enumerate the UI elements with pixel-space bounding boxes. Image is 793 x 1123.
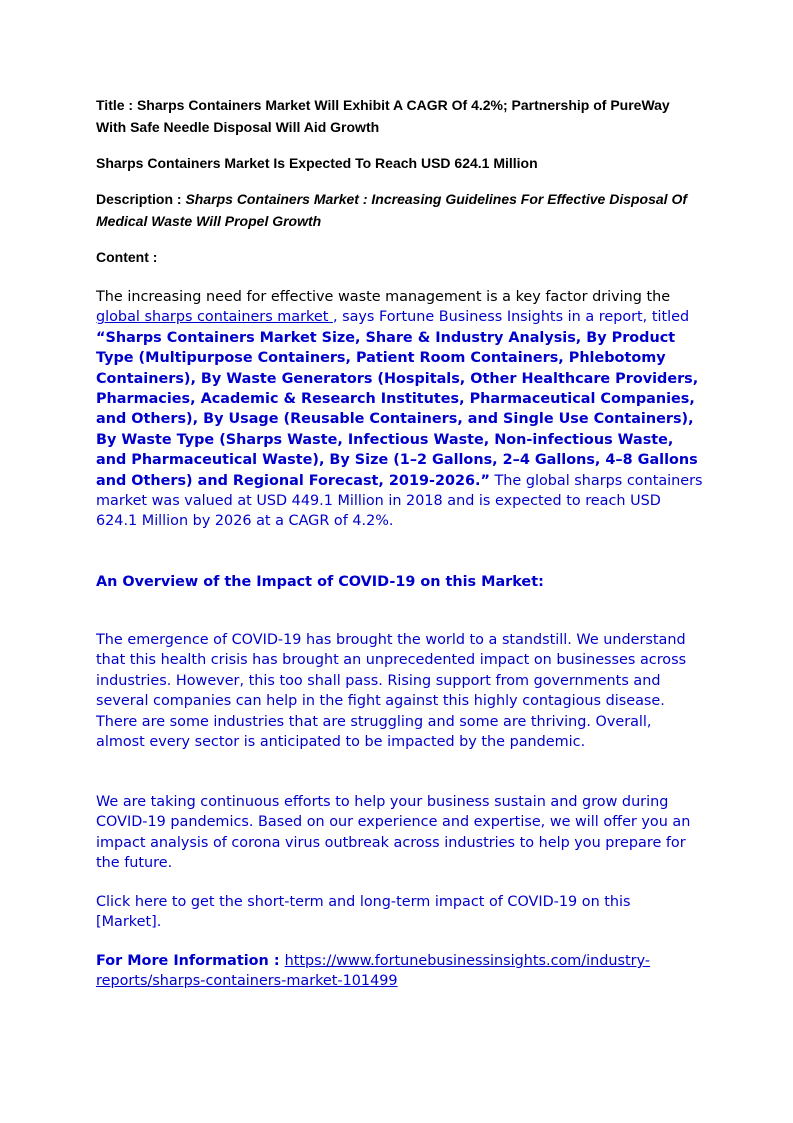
description-text: Sharps Containers Market : Increasing Guidelines For Effective Disposal Of Medical Waste Will Propel Growth (96, 191, 688, 229)
covid-paragraph-2: We are taking continuous efforts to help your business sustain and grow during COVID-19 pandemics. Based on our experience and expertise, we will offer you an impact analysis of corona virus outbreak across industries to help you prepare for the future. (96, 794, 691, 872)
covid-heading: An Overview of the Impact of COVID-19 on this Market: (96, 574, 544, 590)
intro-tail: The global sharps containers market was valued at USD 449.1 Million in 2018 and is expected to reach USD 624.1 Million by 2026 at a CAGR of 4.2%. (96, 472, 703, 530)
report-title: “Sharps Containers Market Size, Share & Industry Analysis, By Product Type (Multipurpose Containers, Patient Room Containers, Phlebotomy Containers), By Waste Generators (Hospitals, Other Healthcare Providers, Pharmacies, Academic & Research Institutes, Pharmaceutical Companies, and Others), By Usage (Reusable Containers, and Single Use Containers), By Waste Type (Sharps Waste, Infectious Waste, Non-infectious Waste, and Pharmaceutical Waste), By Size (1–2 Gallons, 2–4 Gallons, 4–8 Gallons and Others) and Regional Forecast, 2019-2026.” (96, 329, 699, 489)
more-info-label: For More Information : (96, 953, 285, 969)
covid-paragraph-1: The emergence of COVID-19 has brought the world to a standstill. We understand that this health crisis has brought an unprecedented impact on businesses across industries. However, this too shall pass. Rising support from governments and several companies can help in the fight against this highly contagious disease. There are some industries that are struggling and some are thriving. Overall, almost every sector is anticipated to be impacted by the pandemic. (96, 632, 687, 751)
description-label: Description : (96, 191, 186, 207)
intro-paragraph (96, 287, 706, 532)
title-label: Title : (96, 97, 137, 113)
covid-paragraph-3: Click here to get the short-term and long-term impact of COVID-19 on this [Market]. (96, 894, 631, 931)
document-title (96, 94, 696, 138)
content-label: Content : (96, 249, 158, 265)
more-info (96, 951, 696, 992)
intro-after-link: , says Fortune Business Insights in a report, titled (332, 309, 690, 326)
document-subtitle: Sharps Containers Market Is Expected To Reach USD 624.1 Million (96, 155, 538, 171)
document-description (96, 188, 696, 232)
report-url-link[interactable]: https://www.fortunebusinessinsights.com/industry-reports/sharps-containers-market-101499 (96, 953, 651, 990)
market-link[interactable]: global sharps containers market (96, 309, 333, 326)
title-text: Sharps Containers Market Will Exhibit A CAGR Of 4.2%; Partnership of PureWay With Safe Needle Disposal Will Aid Growth (96, 97, 670, 135)
intro-lead: The increasing need for effective waste management is a key factor driving the (96, 289, 671, 305)
